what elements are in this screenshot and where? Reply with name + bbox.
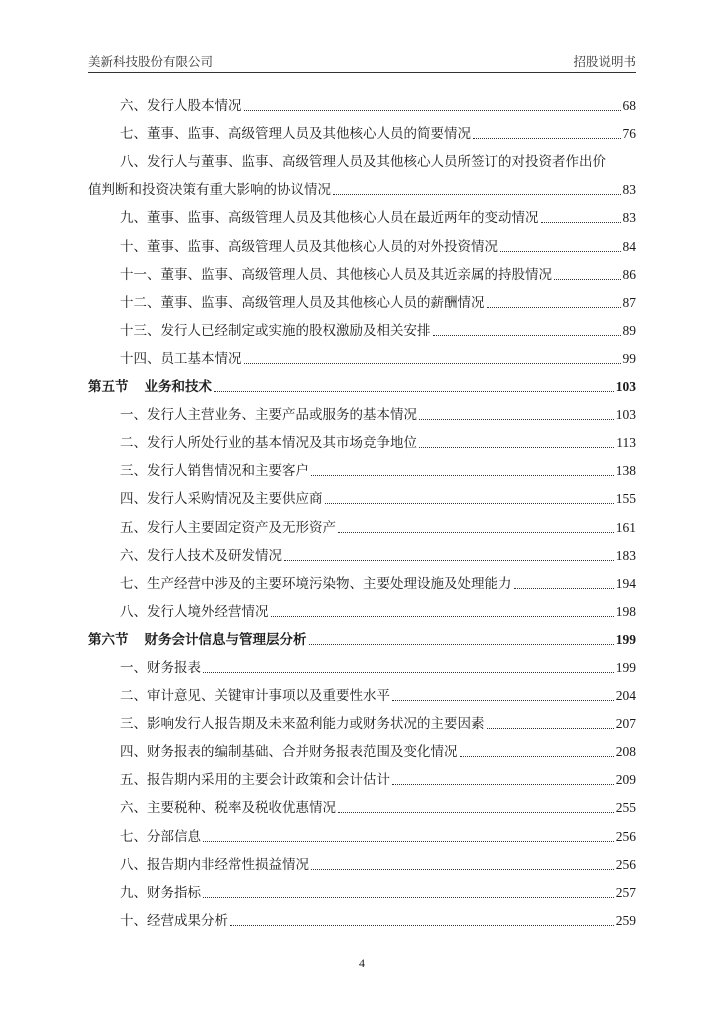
- toc-entry-title: 十二、董事、监事、高级管理人员及其他核心人员的薪酬情况: [120, 294, 485, 311]
- toc-entry-title: 六、主要税种、税率及税收优惠情况: [120, 800, 336, 817]
- toc-entry[interactable]: [88, 86, 636, 114]
- toc-entry-title: 十三、发行人已经制定或实施的股权激励及相关安排: [120, 322, 431, 339]
- toc-entry-title: 二、审计意见、关键审计事项以及重要性水平: [120, 688, 390, 705]
- toc-page-number: 257: [615, 884, 636, 900]
- toc-entry-title: 五、报告期内采用的主要会计政策和会计估计: [120, 772, 390, 789]
- toc-entry-title: 四、发行人采购情况及主要供应商: [120, 491, 323, 508]
- toc-entry[interactable]: [88, 760, 636, 788]
- toc-entry[interactable]: [88, 676, 636, 704]
- document-type: 招股说明书: [573, 54, 636, 69]
- toc-page-number: 198: [615, 603, 636, 619]
- toc-page-number: 259: [615, 912, 636, 928]
- toc-page-number: 207: [615, 716, 636, 732]
- toc-entry-title: 值判断和投资决策有重大影响的协议情况: [88, 182, 331, 199]
- toc-entry-title: 十、经营成果分析: [120, 912, 228, 929]
- dot-leader: [311, 474, 614, 476]
- dot-leader: [203, 840, 614, 842]
- dot-leader: [214, 390, 614, 392]
- dot-leader: [230, 924, 614, 926]
- toc-entry-title: 十、董事、监事、高级管理人员及其他核心人员的对外投资情况: [120, 238, 498, 255]
- toc-section-number: 第六节: [88, 631, 129, 648]
- dot-leader: [473, 137, 621, 139]
- toc-entry-title: 业务和技术: [144, 379, 212, 396]
- toc-page-number: 209: [615, 772, 636, 788]
- dot-leader: [271, 615, 614, 617]
- toc-entry[interactable]: [88, 592, 636, 620]
- toc-entry-title: 九、财务指标: [120, 884, 201, 901]
- dot-leader: [284, 559, 614, 561]
- dot-leader: [333, 193, 621, 195]
- toc-entry-title: 七、生产经营中涉及的主要环境污染物、主要处理设施及处理能力: [120, 575, 512, 592]
- toc-entry-title: 八、发行人境外经营情况: [120, 603, 269, 620]
- toc-page-number: 68: [622, 98, 636, 114]
- toc-entry[interactable]: [88, 873, 636, 901]
- toc-page-number: 103: [615, 407, 636, 423]
- toc-page-number: 199: [615, 659, 636, 675]
- toc-entry-title: 七、董事、监事、高级管理人员及其他核心人员的简要情况: [120, 126, 471, 143]
- dot-leader: [244, 109, 621, 111]
- toc-section-number: 第五节: [88, 379, 129, 396]
- dot-leader: [460, 755, 614, 757]
- company-name: 美新科技股份有限公司: [88, 54, 214, 69]
- toc-entry[interactable]: [88, 395, 636, 423]
- toc-entry[interactable]: [88, 816, 636, 844]
- toc-entry-title: 六、发行人股本情况: [120, 98, 242, 115]
- toc-page-number: 256: [615, 856, 636, 872]
- toc-entry[interactable]: [88, 901, 636, 929]
- dot-leader: [203, 671, 614, 673]
- toc-page-number: 256: [615, 828, 636, 844]
- toc-entry[interactable]: [88, 423, 636, 451]
- toc-entry-title: 五、发行人主要固定资产及无形资产: [120, 519, 336, 536]
- toc-entry-title: 六、发行人技术及研发情况: [120, 547, 282, 564]
- toc-entry[interactable]: [88, 507, 636, 535]
- toc-entry[interactable]: [88, 226, 636, 254]
- toc-page-number: 183: [615, 547, 636, 563]
- dot-leader: [500, 250, 621, 252]
- toc-page-number: 155: [615, 491, 636, 507]
- dot-leader: [338, 531, 614, 533]
- toc-page-number: 84: [622, 238, 636, 254]
- dot-leader: [419, 418, 614, 420]
- toc-entry[interactable]: [88, 170, 636, 198]
- toc-entry[interactable]: [88, 198, 636, 226]
- dot-leader: [487, 306, 621, 308]
- toc-entry-title: 七、分部信息: [120, 828, 201, 845]
- toc-entry-title: 三、发行人销售情况和主要客户: [120, 463, 309, 480]
- toc-entry-title: 四、财务报表的编制基础、合并财务报表范围及变化情况: [120, 744, 458, 761]
- toc-page-number: 199: [615, 631, 636, 647]
- toc-entry-title: 十四、员工基本情况: [120, 350, 242, 367]
- toc-page-number: 99: [622, 350, 636, 366]
- toc-entry-title: 二、发行人所处行业的基本情况及其市场竞争地位: [120, 435, 417, 452]
- dot-leader: [338, 811, 614, 813]
- toc-entry[interactable]: [88, 311, 636, 339]
- dot-leader: [541, 221, 621, 223]
- toc-entry-title: 财务会计信息与管理层分析: [144, 631, 307, 648]
- toc-entry-title: 一、发行人主营业务、主要产品或服务的基本情况: [120, 407, 417, 424]
- toc-entry[interactable]: [88, 732, 636, 760]
- toc-entry[interactable]: [88, 704, 636, 732]
- toc-page-number: 76: [622, 126, 636, 142]
- dot-leader: [487, 727, 614, 729]
- dot-leader: [325, 502, 614, 504]
- toc-page-number: 255: [615, 800, 636, 816]
- toc-entry-title: 八、报告期内非经常性损益情况: [120, 856, 309, 873]
- toc-entry[interactable]: [88, 255, 636, 283]
- toc-entry[interactable]: [88, 142, 636, 170]
- dot-leader: [392, 783, 614, 785]
- toc-page-number: 86: [622, 266, 636, 282]
- toc-page-number: 89: [622, 322, 636, 338]
- toc-page-number: 87: [622, 294, 636, 310]
- toc-section-entry[interactable]: [88, 367, 636, 395]
- toc-entry[interactable]: [88, 479, 636, 507]
- table-of-contents: [88, 86, 636, 929]
- dot-leader: [514, 587, 614, 589]
- dot-leader: [311, 868, 614, 870]
- toc-entry[interactable]: [88, 283, 636, 311]
- toc-entry-title: 十一、董事、监事、高级管理人员、其他核心人员及其近亲属的持股情况: [120, 266, 552, 283]
- dot-leader: [309, 643, 614, 645]
- dot-leader: [203, 896, 614, 898]
- toc-entry[interactable]: [88, 648, 636, 676]
- dot-leader: [433, 334, 621, 336]
- toc-page-number: 138: [615, 463, 636, 479]
- dot-leader: [419, 446, 614, 448]
- toc-page-number: 194: [615, 575, 636, 591]
- page-number: 4: [359, 956, 365, 970]
- page-header: [88, 50, 636, 73]
- toc-entry[interactable]: [88, 451, 636, 479]
- toc-entry[interactable]: [88, 788, 636, 816]
- toc-page-number: 83: [622, 210, 636, 226]
- toc-page-number: 113: [616, 435, 636, 451]
- toc-page-number: 83: [622, 182, 636, 198]
- toc-page-number: 161: [615, 519, 636, 535]
- toc-entry-title: 九、董事、监事、高级管理人员及其他核心人员在最近两年的变动情况: [120, 210, 539, 227]
- toc-entry[interactable]: [88, 114, 636, 142]
- toc-entry[interactable]: [88, 564, 636, 592]
- toc-entry-title: 一、财务报表: [120, 659, 201, 676]
- toc-page-number: 103: [615, 379, 636, 395]
- toc-section-entry[interactable]: [88, 620, 636, 648]
- toc-entry[interactable]: [88, 339, 636, 367]
- dot-leader: [392, 699, 614, 701]
- toc-page-number: 208: [615, 744, 636, 760]
- dot-leader: [554, 278, 621, 280]
- toc-entry-title: 三、影响发行人报告期及未来盈利能力或财务状况的主要因素: [120, 716, 485, 733]
- toc-entry[interactable]: [88, 845, 636, 873]
- dot-leader: [244, 362, 621, 364]
- toc-page-number: 204: [615, 688, 636, 704]
- toc-entry[interactable]: [88, 536, 636, 564]
- toc-entry-title: 八、发行人与董事、监事、高级管理人员及其他核心人员所签订的对投资者作出价: [120, 154, 606, 171]
